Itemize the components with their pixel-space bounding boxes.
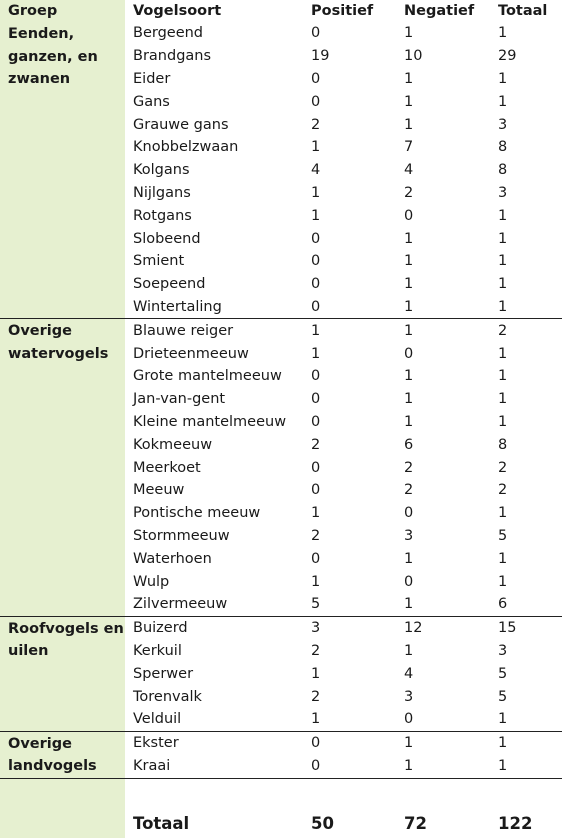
positief-value: 5 bbox=[311, 596, 321, 613]
species-name: Knobbelzwaan bbox=[133, 139, 239, 156]
negatief-value: 2 bbox=[404, 184, 414, 201]
header-positief: Positief bbox=[311, 3, 374, 19]
totaal-value: 2 bbox=[498, 482, 508, 499]
species-name: Gans bbox=[133, 93, 170, 110]
negatief-value: 1 bbox=[404, 25, 414, 42]
totaal-value: 8 bbox=[498, 162, 508, 179]
total-negatief: 72 bbox=[396, 778, 490, 838]
species-name: Kolgans bbox=[133, 162, 190, 179]
positief-value: 1 bbox=[311, 711, 321, 728]
species-name: Meerkoet bbox=[133, 459, 201, 476]
species-name: Eider bbox=[133, 70, 171, 87]
positief-value: 0 bbox=[311, 391, 321, 408]
table-row bbox=[0, 731, 562, 755]
totaal-value: 3 bbox=[498, 116, 508, 133]
header-vogelsoort: Vogelsoort bbox=[133, 3, 222, 19]
totaal-value: 5 bbox=[498, 665, 508, 682]
total-label: Totaal bbox=[125, 778, 303, 838]
positief-value: 1 bbox=[311, 505, 321, 522]
positief-value: 0 bbox=[303, 731, 396, 755]
negatief-value: 0 bbox=[404, 345, 414, 362]
totaal-value: 1 bbox=[498, 413, 508, 430]
negatief-value: 1 bbox=[404, 413, 414, 430]
species-name: Nijlgans bbox=[133, 184, 191, 201]
species-name: Buizerd bbox=[125, 616, 303, 639]
totaal-value: 1 bbox=[498, 207, 508, 224]
header-groep: Groep bbox=[0, 0, 125, 22]
species-name: Torenvalk bbox=[133, 688, 202, 705]
species-name: Smient bbox=[133, 253, 185, 270]
positief-value: 1 bbox=[311, 573, 321, 590]
negatief-value: 1 bbox=[404, 391, 414, 408]
totaal-value: 1 bbox=[498, 711, 508, 728]
header-negatief: Negatief bbox=[404, 3, 475, 19]
species-name: Velduil bbox=[133, 711, 182, 728]
species-name: Wintertaling bbox=[133, 298, 222, 315]
totaal-value: 3 bbox=[498, 642, 508, 659]
totaal-value: 1 bbox=[490, 731, 562, 755]
species-name: Grote mantelmeeuw bbox=[133, 368, 282, 385]
species-name: Zilvermeeuw bbox=[133, 596, 228, 613]
species-name: Pontische meeuw bbox=[133, 505, 261, 522]
negatief-value: 2 bbox=[404, 459, 414, 476]
positief-value: 3 bbox=[303, 616, 396, 639]
negatief-value: 0 bbox=[404, 711, 414, 728]
negatief-value: 12 bbox=[396, 616, 490, 639]
totaal-value: 1 bbox=[498, 298, 508, 315]
species-name: Ekster bbox=[125, 731, 303, 755]
table-row bbox=[0, 319, 562, 342]
positief-value: 2 bbox=[311, 527, 321, 544]
positief-value: 0 bbox=[311, 253, 321, 270]
table-row bbox=[0, 22, 562, 45]
totaal-value: 29 bbox=[498, 48, 517, 65]
negatief-value: 3 bbox=[404, 527, 414, 544]
totaal-value: 8 bbox=[498, 436, 508, 453]
negatief-value: 1 bbox=[404, 368, 414, 385]
totaal-value: 1 bbox=[498, 25, 508, 42]
positief-value: 0 bbox=[311, 413, 321, 430]
positief-value: 0 bbox=[311, 230, 321, 247]
positief-value: 4 bbox=[311, 162, 321, 179]
species-name: Grauwe gans bbox=[133, 116, 229, 133]
totaal-value: 5 bbox=[498, 688, 508, 705]
totaal-value: 1 bbox=[498, 276, 508, 293]
species-name: Kerkuil bbox=[133, 642, 182, 659]
positief-value: 0 bbox=[311, 276, 321, 293]
totaal-value: 1 bbox=[498, 345, 508, 362]
positief-value: 0 bbox=[311, 25, 321, 42]
species-name: Kraai bbox=[133, 758, 171, 775]
table-row bbox=[0, 616, 562, 639]
species-name: Bergeend bbox=[133, 25, 204, 42]
species-name: Meeuw bbox=[133, 482, 185, 499]
group-label: Roofvogels en uilen bbox=[0, 616, 125, 731]
negatief-value: 1 bbox=[404, 253, 414, 270]
totaal-value: 1 bbox=[498, 391, 508, 408]
species-name: Drieteenmeeuw bbox=[133, 345, 249, 362]
species-name: Brandgans bbox=[133, 48, 212, 65]
totaal-value: 1 bbox=[498, 253, 508, 270]
totaal-value: 5 bbox=[498, 527, 508, 544]
species-name: Wulp bbox=[133, 573, 170, 590]
positief-value: 1 bbox=[311, 345, 321, 362]
negatief-value: 10 bbox=[404, 48, 423, 65]
group-label: Overige watervogels bbox=[0, 319, 125, 616]
negatief-value: 7 bbox=[404, 139, 414, 156]
negatief-value: 4 bbox=[404, 162, 414, 179]
positief-value: 0 bbox=[311, 758, 321, 775]
positief-value: 0 bbox=[311, 70, 321, 87]
negatief-value: 1 bbox=[404, 276, 414, 293]
total-positief: 50 bbox=[303, 778, 396, 838]
positief-value: 0 bbox=[311, 459, 321, 476]
positief-value: 1 bbox=[311, 184, 321, 201]
negatief-value: 2 bbox=[404, 482, 414, 499]
totaal-value: 1 bbox=[498, 550, 508, 567]
totaal-value: 15 bbox=[490, 616, 562, 639]
species-name: Kleine mantelmeeuw bbox=[133, 413, 287, 430]
group-label: Overige landvogels bbox=[0, 731, 125, 778]
totaal-value: 6 bbox=[498, 596, 508, 613]
negatief-value: 1 bbox=[404, 550, 414, 567]
positief-value: 2 bbox=[311, 688, 321, 705]
negatief-value: 0 bbox=[404, 207, 414, 224]
totaal-value: 3 bbox=[498, 184, 508, 201]
positief-value: 2 bbox=[311, 436, 321, 453]
negatief-value: 1 bbox=[404, 70, 414, 87]
negatief-value: 1 bbox=[396, 731, 490, 755]
group-label: Eenden, ganzen, en zwanen bbox=[0, 22, 125, 319]
negatief-value: 6 bbox=[404, 436, 414, 453]
totaal-value: 2 bbox=[498, 459, 508, 476]
species-name: Sperwer bbox=[133, 665, 194, 682]
totaal-value: 1 bbox=[498, 368, 508, 385]
negatief-value: 1 bbox=[404, 596, 414, 613]
positief-value: 1 bbox=[311, 207, 321, 224]
species-name: Rotgans bbox=[133, 207, 192, 224]
totaal-value: 1 bbox=[498, 758, 508, 775]
negatief-value: 1 bbox=[404, 642, 414, 659]
positief-value: 19 bbox=[311, 48, 330, 65]
positief-value: 0 bbox=[311, 482, 321, 499]
positief-value: 0 bbox=[311, 368, 321, 385]
negatief-value: 3 bbox=[404, 688, 414, 705]
negatief-value: 1 bbox=[404, 116, 414, 133]
species-name: Kokmeeuw bbox=[133, 436, 213, 453]
totaal-value: 1 bbox=[498, 230, 508, 247]
table-body bbox=[0, 22, 562, 778]
positief-value: 1 bbox=[311, 665, 321, 682]
positief-value: 1 bbox=[303, 319, 396, 342]
totaal-value: 1 bbox=[498, 93, 508, 110]
species-name: Jan-van-gent bbox=[133, 391, 226, 408]
negatief-value: 1 bbox=[404, 298, 414, 315]
positief-value: 0 bbox=[311, 93, 321, 110]
totaal-value: 1 bbox=[498, 70, 508, 87]
negatief-value: 1 bbox=[404, 230, 414, 247]
positief-value: 0 bbox=[311, 298, 321, 315]
negatief-value: 1 bbox=[404, 758, 414, 775]
positief-value: 1 bbox=[311, 139, 321, 156]
negatief-value: 4 bbox=[404, 665, 414, 682]
totaal-value: 2 bbox=[490, 319, 562, 342]
header-totaal: Totaal bbox=[498, 3, 548, 19]
species-name: Soepeend bbox=[133, 276, 206, 293]
species-name: Slobeend bbox=[133, 230, 201, 247]
positief-value: 2 bbox=[311, 642, 321, 659]
negatief-value: 0 bbox=[404, 573, 414, 590]
negatief-value: 1 bbox=[404, 93, 414, 110]
totaal-value: 8 bbox=[498, 139, 508, 156]
species-name: Waterhoen bbox=[133, 550, 212, 567]
total-totaal: 122 bbox=[490, 778, 562, 838]
species-name: Blauwe reiger bbox=[125, 319, 303, 342]
species-name: Stormmeeuw bbox=[133, 527, 230, 544]
positief-value: 2 bbox=[311, 116, 321, 133]
positief-value: 0 bbox=[311, 550, 321, 567]
negatief-value: 0 bbox=[404, 505, 414, 522]
negatief-value: 1 bbox=[396, 319, 490, 342]
totaal-value: 1 bbox=[498, 573, 508, 590]
totaal-value: 1 bbox=[498, 505, 508, 522]
header-row bbox=[0, 0, 562, 22]
